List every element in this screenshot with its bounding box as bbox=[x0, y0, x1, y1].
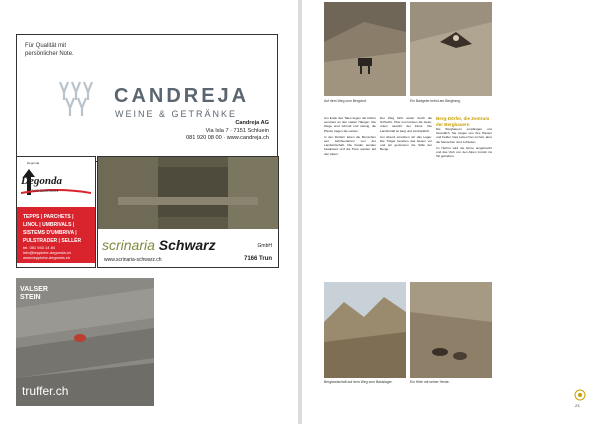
photo-vulture bbox=[410, 2, 492, 96]
candreja-address bbox=[186, 120, 269, 143]
photo-herd bbox=[410, 282, 492, 378]
degonda-contact-line: tel. 081 943 14 84 bbox=[23, 245, 56, 250]
wine-glasses-icon bbox=[57, 78, 115, 118]
candreja-subtitle: WEINE & GETRÄNKE bbox=[115, 109, 238, 119]
article-column-1 bbox=[324, 116, 376, 158]
herd-image bbox=[410, 282, 492, 378]
degonda-name: Degonda bbox=[21, 175, 62, 187]
paragraph: Die Bergbauern empfangen uns freundlich. Sie zeigen uns ihre Häuser und Felder. Das Leben hier ist hart, aber die Menschen sind zufrieden. bbox=[436, 127, 492, 144]
truffer-logo-line: STEIN bbox=[20, 294, 41, 301]
page-number: 23 bbox=[575, 403, 580, 408]
degonda-tagline: Degonda bbox=[27, 161, 40, 165]
degonda-contact bbox=[23, 245, 71, 260]
caption-bottom-left: Berglandschaft auf dem Weg zum Basislager. bbox=[324, 380, 393, 384]
degonda-contact-line: www.teppiche-degonda.ch bbox=[23, 255, 70, 260]
candreja-address-line: Via Isla 7 · 7151 Schluein bbox=[205, 127, 269, 134]
truffer-logo bbox=[20, 286, 48, 302]
photo-landscape bbox=[324, 282, 406, 378]
paragraph: Am Abend erreichen wir das Lager. Die Träger bereiten das Essen vor und wir geniessen die Stille der Berge. bbox=[380, 134, 432, 152]
photo-mountain-horses bbox=[324, 2, 406, 96]
degonda-contact-line: info@teppiche-degonda.ch bbox=[23, 250, 71, 255]
caption-bottom-right: Ein Hirte mit seiner Herde. bbox=[410, 380, 450, 384]
candreja-ad[interactable] bbox=[16, 34, 278, 162]
scrinaria-city: 7166 Trun bbox=[243, 256, 272, 262]
mountain-horses-image bbox=[324, 2, 406, 96]
degonda-service: TEPPS | PARCHETS | bbox=[23, 214, 74, 220]
truffer-ad[interactable] bbox=[16, 278, 154, 406]
landscape-image bbox=[324, 282, 406, 378]
degonda-service: PULSTRADER | SELLÉR bbox=[23, 238, 82, 244]
section-heading: Berg-Dörfer, die Zentrum der Bergbauern bbox=[436, 116, 490, 127]
article-column-3 bbox=[436, 116, 492, 160]
candreja-address-line: Candreja AG bbox=[235, 120, 269, 126]
caption-top-right: Ein Bartgeier kreist am Berghang. bbox=[410, 99, 461, 103]
paragraph: Der Weg führt weiter durch die Schlucht. Über uns kreisen die Geier, unten rauscht der Fluss. Die Landschaft ist karg und eindrücklich. bbox=[380, 116, 432, 133]
candreja-slogan: Für Qualität mit persönlicher Note. bbox=[25, 43, 74, 57]
truffer-logo-line: VALSER bbox=[20, 286, 48, 293]
magazine-logo-icon bbox=[574, 389, 586, 401]
paragraph: Im Herbst wird die Ernte eingebracht und das Vieh von den Alpen zurück ins Tal getrieben. bbox=[436, 145, 492, 159]
left-page bbox=[0, 0, 298, 424]
truffer-url[interactable]: truffer.ch bbox=[22, 384, 69, 398]
paragraph: In den Dörfern leben die Menschen seit Jahrhunderten von der Landwirtschaft. Die Felder werden bewässert und die Tiere weiden auf den Alpen. bbox=[324, 134, 376, 156]
degonda-service: LINOL | UMBRIVALS | bbox=[23, 222, 75, 228]
scrinaria-name-light: scrinaria bbox=[102, 237, 155, 253]
scrinaria-name-bold: Schwarz bbox=[158, 237, 216, 253]
right-page bbox=[302, 0, 600, 424]
scrinaria-name bbox=[102, 237, 216, 253]
vulture-image bbox=[410, 2, 492, 96]
workshop-photo bbox=[98, 157, 278, 229]
candreja-address-line: 081 920 08 00 · www.candreja.ch bbox=[185, 135, 269, 141]
article-column-2 bbox=[380, 116, 432, 154]
scrinaria-gmbh: GmbH bbox=[257, 243, 272, 249]
candreja-name: CANDREJA bbox=[114, 85, 250, 107]
degonda-ad[interactable] bbox=[16, 156, 96, 268]
scrinaria-url[interactable]: www.scrinaria-schwarz.ch bbox=[104, 257, 162, 263]
scrinaria-ad[interactable] bbox=[97, 156, 279, 268]
paragraph: Am Ende des Tales liegen die Dörfer verstreut an den steilen Hängen. Die Wege sind schmal und steinig, die Pferde tragen die Lasten. bbox=[324, 116, 376, 133]
degonda-services bbox=[23, 213, 81, 245]
article-column-3-text bbox=[436, 127, 492, 158]
degonda-service: SISTEMS D'UMBRIVA | bbox=[23, 230, 77, 236]
caption-top-left: Auf dem Weg zum Bergdorf. bbox=[324, 99, 367, 103]
degonda-small: 7173 SURRHEIN bbox=[31, 189, 59, 193]
